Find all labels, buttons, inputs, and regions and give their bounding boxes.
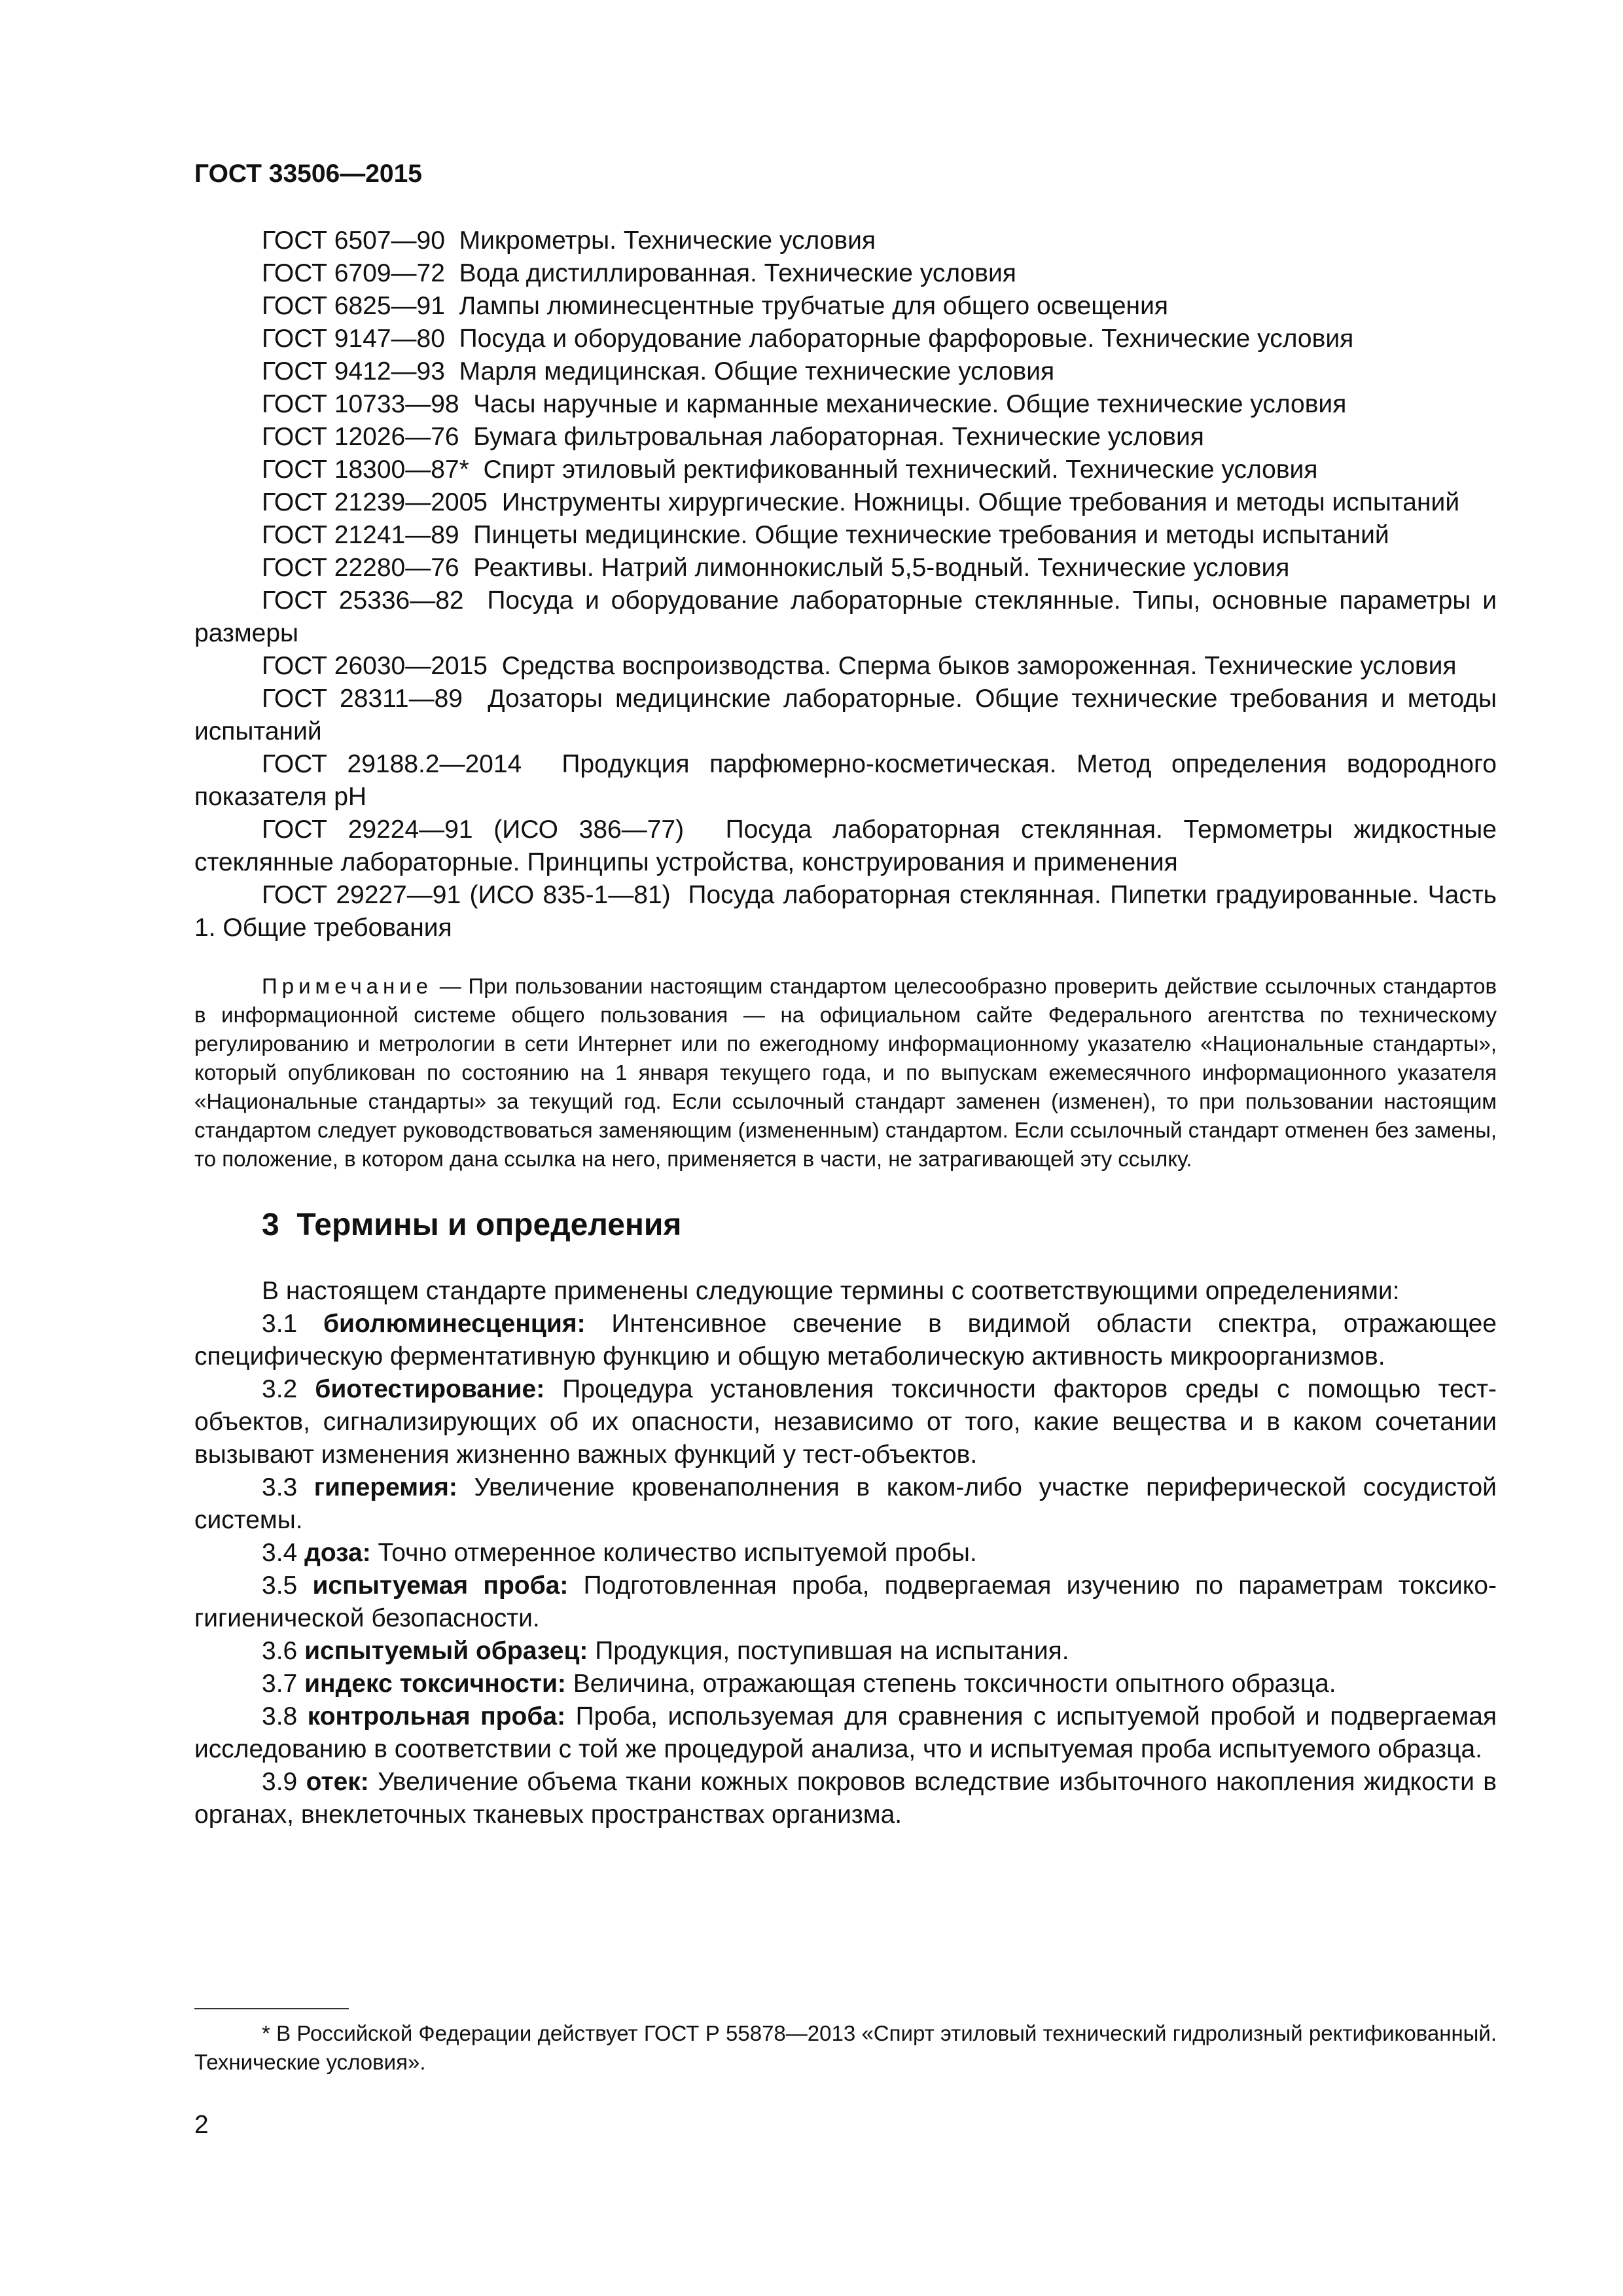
reference-code: ГОСТ 9412—93 bbox=[262, 357, 445, 386]
page-number: 2 bbox=[194, 2111, 209, 2139]
term-name: контрольная проба: bbox=[307, 1702, 566, 1731]
term-number: 3.2 bbox=[262, 1375, 298, 1403]
reference-item bbox=[194, 224, 1497, 257]
footnote-separator bbox=[194, 2008, 349, 2009]
term-definition bbox=[194, 1668, 1497, 1700]
reference-title: Реактивы. Натрий лимоннокислый 5,5-водный. Технические условия bbox=[473, 554, 1290, 582]
term-name: испытуемый образец: bbox=[304, 1637, 588, 1665]
reference-code: ГОСТ 29227—91 (ИСО 835-1—81) bbox=[262, 881, 671, 909]
reference-title: Лампы люминесцентные трубчатые для общего освещения bbox=[459, 292, 1169, 320]
reference-code: ГОСТ 10733—98 bbox=[262, 390, 459, 418]
reference-item bbox=[194, 290, 1497, 323]
term-number: 3.9 bbox=[262, 1768, 298, 1796]
note-label: Примечание bbox=[262, 974, 433, 998]
term-text: Процедура установления токсичности факторов среды с помощью тест-объектов, сигнализирующих об их опасности, независимо от того, какие вещества и в каком сочетании вызывают изменения жизненно важных функций у тест-объектов. bbox=[194, 1375, 1497, 1469]
reference-title: Продукция парфюмерно-косметическая. Метод определения водородного показателя pH bbox=[194, 750, 1497, 811]
note-block bbox=[194, 972, 1497, 1174]
term-number: 3.7 bbox=[262, 1670, 298, 1698]
reference-title: Спирт этиловый ректификованный технический. Технические условия bbox=[483, 456, 1318, 484]
reference-code: ГОСТ 21241—89 bbox=[262, 521, 459, 549]
term-text: Точно отмеренное количество испытуемой пробы. bbox=[378, 1539, 977, 1567]
section-number: 3 bbox=[262, 1208, 279, 1242]
term-name: гиперемия: bbox=[313, 1473, 457, 1501]
term-text: Интенсивное свечение в видимой области спектра, отражающее специфическую ферментативную функцию и общую метаболическую активность микроорганизмов. bbox=[194, 1310, 1497, 1371]
reference-item bbox=[194, 355, 1497, 388]
term-text: Величина, отражающая степень токсичности опытного образца. bbox=[573, 1670, 1336, 1698]
reference-title: Пинцеты медицинские. Общие технические требования и методы испытаний bbox=[473, 521, 1389, 549]
reference-code: ГОСТ 6507—90 bbox=[262, 226, 445, 255]
note-text: — При пользовании настоящим стандартом целесообразно проверить действие ссылочных стандартов в информационной системе общего пользования — на официальном сайте Федерального агентства по техническому регулированию и метрологии в сети Интернет или по ежегодному информационному указателю «Национальные стандарты», который опубликован по состоянию на 1 января текущего года, и по выпускам ежемесячного информационного указателя «Национальные стандарты» за текущий год. Если ссылочный стандарт заменен (изменен), то при пользовании настоящим стандартом следует руководствоваться заменяющим (измененным) стандартом. Если ссылочный стандарт отменен без замены, то положение, в котором дана ссылка на него, применяется в части, не затрагивающей эту ссылку. bbox=[194, 974, 1497, 1171]
document-header: ГОСТ 33506—2015 bbox=[194, 160, 422, 188]
footnote: * В Российской Федерации действует ГОСТ Р 55878—2013 «Спирт этиловый технический гидролизный ректификованный. Технические условия». bbox=[194, 2021, 1497, 2074]
reference-code: ГОСТ 21239—2005 bbox=[262, 488, 488, 516]
reference-item bbox=[194, 486, 1497, 519]
term-definition bbox=[194, 1635, 1497, 1668]
reference-item bbox=[194, 323, 1497, 355]
reference-title: Посуда лабораторная стеклянная. Пипетки градуированные. Часть 1. Общие требования bbox=[194, 881, 1497, 942]
reference-item bbox=[194, 454, 1497, 486]
reference-item bbox=[194, 879, 1497, 944]
term-text: Подготовленная проба, подвергаемая изучению по параметрам токсико-гигиенической безопасности. bbox=[194, 1571, 1497, 1632]
term-name: отек: bbox=[306, 1768, 369, 1796]
reference-title: Марля медицинская. Общие технические условия bbox=[459, 357, 1055, 386]
term-text: Проба, используемая для сравнения с испытуемой пробой и подвергаемая исследованию в соответствии с той же процедурой анализа, что и испытуемая проба испытуемого образца. bbox=[194, 1702, 1497, 1763]
section-intro: В настоящем стандарте применены следующие термины с соответствующими определениями: bbox=[262, 1277, 1400, 1305]
reference-title: Часы наручные и карманные механические. Общие технические условия bbox=[473, 390, 1347, 418]
reference-title: Микрометры. Технические условия bbox=[459, 226, 876, 255]
term-definition bbox=[194, 1570, 1497, 1635]
reference-title: Посуда и оборудование лабораторные стеклянные. Типы, основные параметры и размеры bbox=[194, 586, 1497, 647]
reference-code: ГОСТ 28311—89 bbox=[262, 685, 463, 713]
term-text: Продукция, поступившая на испытания. bbox=[595, 1637, 1069, 1665]
reference-item bbox=[194, 519, 1497, 552]
term-number: 3.3 bbox=[262, 1473, 298, 1501]
reference-code: ГОСТ 29188.2—2014 bbox=[262, 750, 522, 778]
reference-item bbox=[194, 814, 1497, 879]
reference-code: ГОСТ 25336—82 bbox=[262, 586, 464, 615]
term-definition bbox=[194, 1766, 1497, 1831]
reference-code: ГОСТ 9147—80 bbox=[262, 325, 445, 353]
reference-title: Инструменты хирургические. Ножницы. Общие требования и методы испытаний bbox=[501, 488, 1460, 516]
term-name: доза: bbox=[304, 1539, 371, 1567]
reference-code: ГОСТ 12026—76 bbox=[262, 423, 459, 451]
term-name: биолюминесценция: bbox=[323, 1310, 586, 1338]
section-title: Термины и определения bbox=[296, 1208, 682, 1242]
term-definition bbox=[194, 1700, 1497, 1766]
document-body bbox=[194, 224, 1497, 1831]
term-name: испытуемая проба: bbox=[312, 1571, 569, 1600]
term-number: 3.8 bbox=[262, 1702, 298, 1731]
reference-code: ГОСТ 26030—2015 bbox=[262, 652, 488, 680]
reference-code: ГОСТ 6825—91 bbox=[262, 292, 445, 320]
term-number: 3.4 bbox=[262, 1539, 298, 1567]
reference-item bbox=[194, 552, 1497, 584]
terms-list bbox=[194, 1308, 1497, 1831]
reference-code: ГОСТ 29224—91 (ИСО 386—77) bbox=[262, 816, 685, 844]
reference-title: Дозаторы медицинские лабораторные. Общие технические требования и методы испытаний bbox=[194, 685, 1497, 745]
term-definition bbox=[194, 1308, 1497, 1373]
reference-item bbox=[194, 257, 1497, 290]
reference-title: Посуда и оборудование лабораторные фарфоровые. Технические условия bbox=[459, 325, 1354, 353]
term-number: 3.1 bbox=[262, 1310, 298, 1338]
reference-title: Средства воспроизводства. Сперма быков замороженная. Технические условия bbox=[501, 652, 1457, 680]
reference-item bbox=[194, 388, 1497, 421]
term-text: Увеличение объема ткани кожных покровов вследствие избыточного накопления жидкости в органах, внеклеточных тканевых пространствах организма. bbox=[194, 1768, 1497, 1829]
term-text: Увеличение кровенаполнения в каком-либо участке периферической сосудистой системы. bbox=[194, 1473, 1497, 1534]
term-definition bbox=[194, 1373, 1497, 1471]
term-name: индекс токсичности: bbox=[304, 1670, 566, 1698]
reference-title: Бумага фильтровальная лабораторная. Технические условия bbox=[473, 423, 1204, 451]
section-heading bbox=[262, 1206, 1497, 1245]
reference-item bbox=[194, 748, 1497, 814]
reference-item bbox=[194, 421, 1497, 454]
reference-item bbox=[194, 683, 1497, 748]
term-definition bbox=[194, 1537, 1497, 1570]
reference-item bbox=[194, 584, 1497, 650]
term-definition bbox=[194, 1471, 1497, 1537]
reference-title: Посуда лабораторная стеклянная. Термометры жидкостные стеклянные лабораторные. Принципы устройства, конструирования и применения bbox=[194, 816, 1497, 876]
reference-title: Вода дистиллированная. Технические условия bbox=[459, 259, 1016, 287]
normative-references-list bbox=[194, 224, 1497, 944]
reference-code: ГОСТ 22280—76 bbox=[262, 554, 459, 582]
term-number: 3.6 bbox=[262, 1637, 298, 1665]
term-number: 3.5 bbox=[262, 1571, 298, 1600]
reference-item bbox=[194, 650, 1497, 683]
term-name: биотестирование: bbox=[315, 1375, 545, 1403]
reference-code: ГОСТ 6709—72 bbox=[262, 259, 445, 287]
reference-code: ГОСТ 18300—87* bbox=[262, 456, 469, 484]
